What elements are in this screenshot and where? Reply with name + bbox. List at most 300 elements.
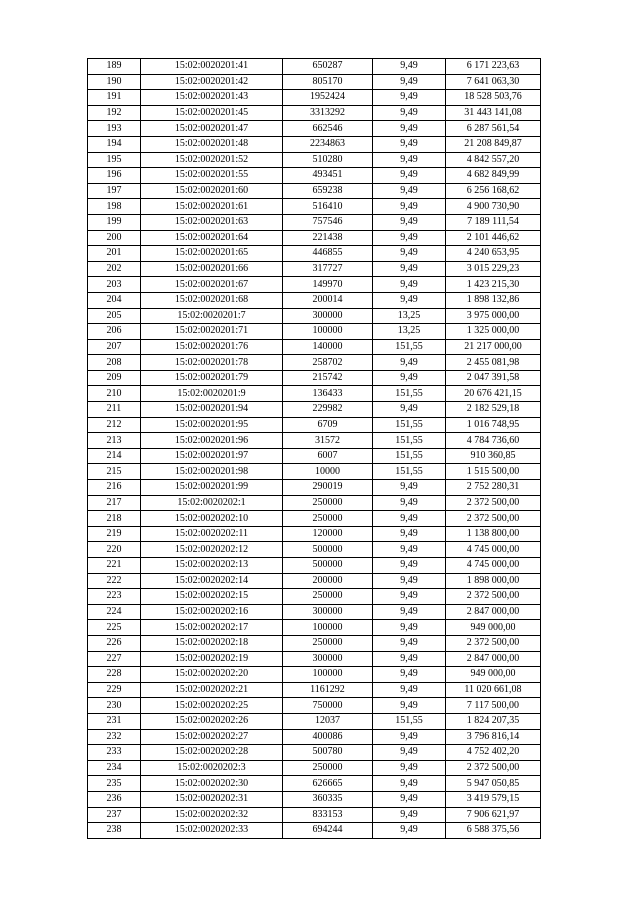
value-cell: 3 975 000,00 [446, 308, 541, 324]
table-row [88, 776, 541, 792]
cadastral-number-cell: 15:02:0020201:78 [141, 355, 283, 371]
table-row [88, 402, 541, 418]
cadastral-number-cell: 15:02:0020201:47 [141, 121, 283, 137]
area-cell: 750000 [283, 698, 373, 714]
value-cell: 2 752 280,31 [446, 480, 541, 496]
row-number-cell: 237 [88, 807, 141, 823]
rate-cell: 151,55 [373, 448, 446, 464]
rate-cell: 9,49 [373, 667, 446, 683]
rate-cell: 9,49 [373, 526, 446, 542]
area-cell: 516410 [283, 199, 373, 215]
area-cell: 300000 [283, 604, 373, 620]
table-row [88, 246, 541, 262]
value-cell: 1 138 800,00 [446, 526, 541, 542]
table-row [88, 823, 541, 839]
rate-cell: 9,49 [373, 59, 446, 75]
value-cell: 7 189 111,54 [446, 214, 541, 230]
area-cell: 317727 [283, 261, 373, 277]
table-row [88, 558, 541, 574]
row-number-cell: 233 [88, 745, 141, 761]
area-cell: 136433 [283, 386, 373, 402]
area-cell: 258702 [283, 355, 373, 371]
cadastral-number-cell: 15:02:0020201:71 [141, 324, 283, 340]
cadastral-number-cell: 15:02:0020201:98 [141, 464, 283, 480]
cadastral-number-cell: 15:02:0020202:30 [141, 776, 283, 792]
cadastral-number-cell: 15:02:0020202:21 [141, 682, 283, 698]
area-cell: 290019 [283, 480, 373, 496]
rate-cell: 9,49 [373, 573, 446, 589]
area-cell: 500000 [283, 542, 373, 558]
rate-cell: 9,49 [373, 791, 446, 807]
table-row [88, 698, 541, 714]
cadastral-number-cell: 15:02:0020202:26 [141, 713, 283, 729]
rate-cell: 9,49 [373, 261, 446, 277]
area-cell: 650287 [283, 59, 373, 75]
table-row [88, 370, 541, 386]
table-row [88, 230, 541, 246]
cadastral-number-cell: 15:02:0020202:14 [141, 573, 283, 589]
row-number-cell: 236 [88, 791, 141, 807]
rate-cell: 9,49 [373, 604, 446, 620]
table-row [88, 417, 541, 433]
value-cell: 1 898 132,86 [446, 292, 541, 308]
row-number-cell: 193 [88, 121, 141, 137]
rate-cell: 9,49 [373, 214, 446, 230]
cadastral-number-cell: 15:02:0020202:15 [141, 589, 283, 605]
value-cell: 2 372 500,00 [446, 760, 541, 776]
rate-cell: 9,49 [373, 651, 446, 667]
table-row [88, 59, 541, 75]
cadastral-number-cell: 15:02:0020201:42 [141, 74, 283, 90]
value-cell: 2 372 500,00 [446, 589, 541, 605]
row-number-cell: 226 [88, 635, 141, 651]
cadastral-number-cell: 15:02:0020202:11 [141, 526, 283, 542]
rate-cell: 9,49 [373, 292, 446, 308]
area-cell: 6007 [283, 448, 373, 464]
table-row [88, 183, 541, 199]
value-cell: 6 171 223,63 [446, 59, 541, 75]
area-cell: 6709 [283, 417, 373, 433]
rate-cell: 151,55 [373, 339, 446, 355]
value-cell: 2 455 081,98 [446, 355, 541, 371]
table-row [88, 729, 541, 745]
cadastral-number-cell: 15:02:0020201:63 [141, 214, 283, 230]
table-row [88, 105, 541, 121]
rate-cell: 9,49 [373, 823, 446, 839]
rate-cell: 9,49 [373, 370, 446, 386]
cadastral-number-cell: 15:02:0020202:19 [141, 651, 283, 667]
cadastral-number-cell: 15:02:0020201:43 [141, 90, 283, 106]
rate-cell: 9,49 [373, 729, 446, 745]
cadastral-number-cell: 15:02:0020201:60 [141, 183, 283, 199]
cadastral-value-table [87, 58, 541, 839]
value-cell: 4 745 000,00 [446, 542, 541, 558]
area-cell: 12037 [283, 713, 373, 729]
area-cell: 120000 [283, 526, 373, 542]
value-cell: 1 824 207,35 [446, 713, 541, 729]
rate-cell: 151,55 [373, 386, 446, 402]
area-cell: 757546 [283, 214, 373, 230]
cadastral-number-cell: 15:02:0020202:31 [141, 791, 283, 807]
rate-cell: 13,25 [373, 324, 446, 340]
rate-cell: 9,49 [373, 635, 446, 651]
cadastral-number-cell: 15:02:0020202:18 [141, 635, 283, 651]
row-number-cell: 197 [88, 183, 141, 199]
table-row [88, 121, 541, 137]
rate-cell: 9,49 [373, 121, 446, 137]
rate-cell: 9,49 [373, 698, 446, 714]
table-row [88, 620, 541, 636]
cadastral-number-cell: 15:02:0020201:45 [141, 105, 283, 121]
cadastral-number-cell: 15:02:0020201:67 [141, 277, 283, 293]
rate-cell: 9,49 [373, 480, 446, 496]
table-row [88, 589, 541, 605]
rate-cell: 9,49 [373, 246, 446, 262]
value-cell: 2 372 500,00 [446, 511, 541, 527]
table-row [88, 807, 541, 823]
rate-cell: 9,49 [373, 760, 446, 776]
area-cell: 833153 [283, 807, 373, 823]
area-cell: 1161292 [283, 682, 373, 698]
value-cell: 1 898 000,00 [446, 573, 541, 589]
table-row [88, 511, 541, 527]
area-cell: 400086 [283, 729, 373, 745]
row-number-cell: 190 [88, 74, 141, 90]
table-row [88, 760, 541, 776]
rate-cell: 9,49 [373, 152, 446, 168]
table-row [88, 308, 541, 324]
rate-cell: 9,49 [373, 589, 446, 605]
cadastral-number-cell: 15:02:0020201:41 [141, 59, 283, 75]
table-row [88, 136, 541, 152]
area-cell: 250000 [283, 635, 373, 651]
area-cell: 200000 [283, 573, 373, 589]
row-number-cell: 212 [88, 417, 141, 433]
row-number-cell: 238 [88, 823, 141, 839]
area-cell: 500780 [283, 745, 373, 761]
table-row [88, 261, 541, 277]
cadastral-number-cell: 15:02:0020201:99 [141, 480, 283, 496]
table-row [88, 651, 541, 667]
row-number-cell: 223 [88, 589, 141, 605]
table-row [88, 713, 541, 729]
row-number-cell: 205 [88, 308, 141, 324]
row-number-cell: 208 [88, 355, 141, 371]
table-row [88, 355, 541, 371]
row-number-cell: 198 [88, 199, 141, 215]
value-cell: 2 372 500,00 [446, 495, 541, 511]
area-cell: 300000 [283, 651, 373, 667]
rate-cell: 9,49 [373, 199, 446, 215]
area-cell: 360335 [283, 791, 373, 807]
rate-cell: 9,49 [373, 776, 446, 792]
area-cell: 3313292 [283, 105, 373, 121]
area-cell: 250000 [283, 511, 373, 527]
cadastral-number-cell: 15:02:0020201:61 [141, 199, 283, 215]
value-cell: 11 020 661,08 [446, 682, 541, 698]
table-row [88, 604, 541, 620]
value-cell: 2 847 000,00 [446, 604, 541, 620]
area-cell: 221438 [283, 230, 373, 246]
value-cell: 4 900 730,90 [446, 199, 541, 215]
rate-cell: 151,55 [373, 464, 446, 480]
area-cell: 805170 [283, 74, 373, 90]
cadastral-number-cell: 15:02:0020202:27 [141, 729, 283, 745]
cadastral-number-cell: 15:02:0020201:9 [141, 386, 283, 402]
cadastral-number-cell: 15:02:0020201:79 [141, 370, 283, 386]
value-cell: 2 047 391,58 [446, 370, 541, 386]
row-number-cell: 191 [88, 90, 141, 106]
table-row [88, 667, 541, 683]
table-row [88, 152, 541, 168]
value-cell: 3 796 816,14 [446, 729, 541, 745]
area-cell: 493451 [283, 168, 373, 184]
cadastral-number-cell: 15:02:0020201:64 [141, 230, 283, 246]
cadastral-number-cell: 15:02:0020202:17 [141, 620, 283, 636]
table-row [88, 791, 541, 807]
value-cell: 3 015 229,23 [446, 261, 541, 277]
row-number-cell: 227 [88, 651, 141, 667]
rate-cell: 9,49 [373, 277, 446, 293]
cadastral-number-cell: 15:02:0020202:20 [141, 667, 283, 683]
value-cell: 7 641 063,30 [446, 74, 541, 90]
area-cell: 10000 [283, 464, 373, 480]
row-number-cell: 230 [88, 698, 141, 714]
table-row [88, 682, 541, 698]
row-number-cell: 217 [88, 495, 141, 511]
cadastral-number-cell: 15:02:0020201:52 [141, 152, 283, 168]
value-cell: 6 588 375,56 [446, 823, 541, 839]
row-number-cell: 211 [88, 402, 141, 418]
area-cell: 140000 [283, 339, 373, 355]
rate-cell: 151,55 [373, 433, 446, 449]
table-row [88, 324, 541, 340]
cadastral-number-cell: 15:02:0020202:16 [141, 604, 283, 620]
cadastral-number-cell: 15:02:0020202:32 [141, 807, 283, 823]
row-number-cell: 234 [88, 760, 141, 776]
value-cell: 7 117 500,00 [446, 698, 541, 714]
row-number-cell: 203 [88, 277, 141, 293]
value-cell: 4 784 736,60 [446, 433, 541, 449]
cadastral-number-cell: 15:02:0020201:68 [141, 292, 283, 308]
cadastral-number-cell: 15:02:0020202:33 [141, 823, 283, 839]
row-number-cell: 195 [88, 152, 141, 168]
table-row [88, 90, 541, 106]
area-cell: 300000 [283, 308, 373, 324]
value-cell: 3 419 579,15 [446, 791, 541, 807]
cadastral-number-cell: 15:02:0020201:66 [141, 261, 283, 277]
cadastral-number-cell: 15:02:0020202:1 [141, 495, 283, 511]
cadastral-number-cell: 15:02:0020202:28 [141, 745, 283, 761]
rate-cell: 9,49 [373, 745, 446, 761]
row-number-cell: 228 [88, 667, 141, 683]
cadastral-number-cell: 15:02:0020201:94 [141, 402, 283, 418]
row-number-cell: 209 [88, 370, 141, 386]
table-row [88, 199, 541, 215]
value-cell: 31 443 141,08 [446, 105, 541, 121]
table-row [88, 386, 541, 402]
area-cell: 626665 [283, 776, 373, 792]
value-cell: 1 423 215,30 [446, 277, 541, 293]
value-cell: 2 372 500,00 [446, 635, 541, 651]
row-number-cell: 224 [88, 604, 141, 620]
table-row [88, 74, 541, 90]
table-row [88, 448, 541, 464]
cadastral-number-cell: 15:02:0020201:65 [141, 246, 283, 262]
row-number-cell: 207 [88, 339, 141, 355]
table-row [88, 214, 541, 230]
area-cell: 662546 [283, 121, 373, 137]
row-number-cell: 199 [88, 214, 141, 230]
row-number-cell: 202 [88, 261, 141, 277]
table-row [88, 573, 541, 589]
value-cell: 910 360,85 [446, 448, 541, 464]
table-row [88, 745, 541, 761]
table-row [88, 480, 541, 496]
row-number-cell: 194 [88, 136, 141, 152]
table-row [88, 433, 541, 449]
row-number-cell: 210 [88, 386, 141, 402]
rate-cell: 9,49 [373, 542, 446, 558]
table-row [88, 168, 541, 184]
table-body [88, 59, 541, 839]
value-cell: 1 325 000,00 [446, 324, 541, 340]
value-cell: 4 240 653,95 [446, 246, 541, 262]
value-cell: 2 101 446,62 [446, 230, 541, 246]
table-row [88, 526, 541, 542]
area-cell: 100000 [283, 667, 373, 683]
value-cell: 4 745 000,00 [446, 558, 541, 574]
rate-cell: 9,49 [373, 74, 446, 90]
cadastral-number-cell: 15:02:0020202:10 [141, 511, 283, 527]
rate-cell: 9,49 [373, 682, 446, 698]
row-number-cell: 229 [88, 682, 141, 698]
area-cell: 100000 [283, 324, 373, 340]
area-cell: 229982 [283, 402, 373, 418]
rate-cell: 9,49 [373, 511, 446, 527]
cadastral-number-cell: 15:02:0020201:95 [141, 417, 283, 433]
cadastral-number-cell: 15:02:0020202:13 [141, 558, 283, 574]
value-cell: 2 182 529,18 [446, 402, 541, 418]
table-row [88, 542, 541, 558]
value-cell: 949 000,00 [446, 620, 541, 636]
rate-cell: 13,25 [373, 308, 446, 324]
rate-cell: 9,49 [373, 90, 446, 106]
rate-cell: 9,49 [373, 402, 446, 418]
row-number-cell: 219 [88, 526, 141, 542]
row-number-cell: 220 [88, 542, 141, 558]
area-cell: 250000 [283, 589, 373, 605]
area-cell: 250000 [283, 760, 373, 776]
rate-cell: 9,49 [373, 355, 446, 371]
area-cell: 250000 [283, 495, 373, 511]
row-number-cell: 200 [88, 230, 141, 246]
cadastral-number-cell: 15:02:0020202:3 [141, 760, 283, 776]
area-cell: 1952424 [283, 90, 373, 106]
row-number-cell: 221 [88, 558, 141, 574]
value-cell: 21 217 000,00 [446, 339, 541, 355]
table-row [88, 277, 541, 293]
row-number-cell: 206 [88, 324, 141, 340]
rate-cell: 9,49 [373, 230, 446, 246]
area-cell: 659238 [283, 183, 373, 199]
row-number-cell: 189 [88, 59, 141, 75]
area-cell: 200014 [283, 292, 373, 308]
value-cell: 4 682 849,99 [446, 168, 541, 184]
area-cell: 215742 [283, 370, 373, 386]
value-cell: 18 528 503,76 [446, 90, 541, 106]
rate-cell: 9,49 [373, 168, 446, 184]
rate-cell: 9,49 [373, 558, 446, 574]
value-cell: 6 287 561,54 [446, 121, 541, 137]
area-cell: 510280 [283, 152, 373, 168]
value-cell: 4 842 557,20 [446, 152, 541, 168]
row-number-cell: 215 [88, 464, 141, 480]
value-cell: 5 947 050,85 [446, 776, 541, 792]
value-cell: 1 016 748,95 [446, 417, 541, 433]
row-number-cell: 225 [88, 620, 141, 636]
cadastral-number-cell: 15:02:0020202:12 [141, 542, 283, 558]
rate-cell: 9,49 [373, 807, 446, 823]
area-cell: 100000 [283, 620, 373, 636]
cadastral-number-cell: 15:02:0020201:7 [141, 308, 283, 324]
cadastral-number-cell: 15:02:0020202:25 [141, 698, 283, 714]
row-number-cell: 196 [88, 168, 141, 184]
cadastral-number-cell: 15:02:0020201:55 [141, 168, 283, 184]
rate-cell: 151,55 [373, 713, 446, 729]
cadastral-number-cell: 15:02:0020201:97 [141, 448, 283, 464]
rate-cell: 9,49 [373, 136, 446, 152]
row-number-cell: 218 [88, 511, 141, 527]
area-cell: 31572 [283, 433, 373, 449]
cadastral-number-cell: 15:02:0020201:96 [141, 433, 283, 449]
table-row [88, 292, 541, 308]
table-row [88, 339, 541, 355]
area-cell: 446855 [283, 246, 373, 262]
row-number-cell: 214 [88, 448, 141, 464]
rate-cell: 151,55 [373, 417, 446, 433]
row-number-cell: 232 [88, 729, 141, 745]
table-row [88, 495, 541, 511]
cadastral-number-cell: 15:02:0020201:76 [141, 339, 283, 355]
value-cell: 21 208 849,87 [446, 136, 541, 152]
value-cell: 1 515 500,00 [446, 464, 541, 480]
rate-cell: 9,49 [373, 620, 446, 636]
row-number-cell: 235 [88, 776, 141, 792]
rate-cell: 9,49 [373, 183, 446, 199]
area-cell: 500000 [283, 558, 373, 574]
value-cell: 4 752 402,20 [446, 745, 541, 761]
table-row [88, 635, 541, 651]
value-cell: 7 906 621,97 [446, 807, 541, 823]
rate-cell: 9,49 [373, 105, 446, 121]
rate-cell: 9,49 [373, 495, 446, 511]
cadastral-number-cell: 15:02:0020201:48 [141, 136, 283, 152]
value-cell: 20 676 421,15 [446, 386, 541, 402]
row-number-cell: 216 [88, 480, 141, 496]
area-cell: 694244 [283, 823, 373, 839]
row-number-cell: 222 [88, 573, 141, 589]
area-cell: 2234863 [283, 136, 373, 152]
value-cell: 949 000,00 [446, 667, 541, 683]
area-cell: 149970 [283, 277, 373, 293]
table-row [88, 464, 541, 480]
row-number-cell: 192 [88, 105, 141, 121]
row-number-cell: 213 [88, 433, 141, 449]
row-number-cell: 231 [88, 713, 141, 729]
value-cell: 2 847 000,00 [446, 651, 541, 667]
row-number-cell: 201 [88, 246, 141, 262]
